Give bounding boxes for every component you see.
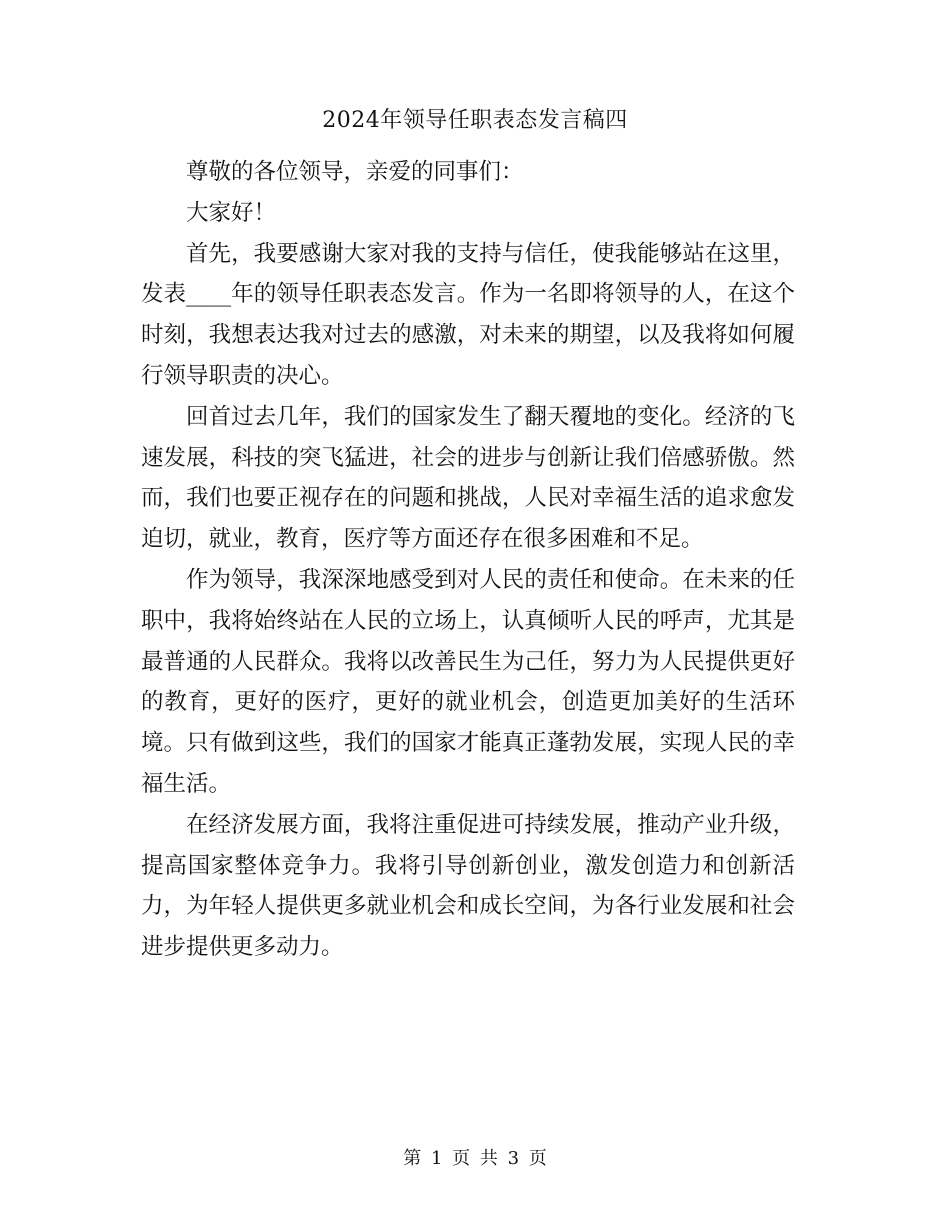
greeting-paragraph: 大家好！: [186, 199, 277, 226]
document-title: 2024年领导任职表态发言稿四: [322, 108, 628, 133]
document-body: [141, 152, 795, 968]
body-paragraph: 回首过去几年，我们的国家发生了翻天覆地的变化。经济的飞速发展，科技的突飞猛进，社会的进步与创新让我们倍感骄傲。然而，我们也要正视存在的问题和挑战，人民对幸福生活的追求愈发迫切，就业，教育，医疗等方面还存在很多困难和不足。: [141, 403, 795, 553]
body-paragraph: 首先，我要感谢大家对我的支持与信任，使我能够站在这里，发表____年的领导任职表态发言。作为一名即将领导的人，在这个时刻，我想表达我对过去的感激，对未来的期望，以及我将如何履行领导职责的决心。: [141, 240, 795, 389]
body-paragraph: 作为领导，我深深地感受到对人民的责任和使命。在未来的任职中，我将始终站在人民的立场上，认真倾听人民的呼声，尤其是最普通的人民群众。我将以改善民生为己任，努力为人民提供更好的教育，更好的医疗，更好的就业机会，创造更加美好的生活环境。只有做到这些，我们的国家才能真正蓬勃发展，实现人民的幸福生活。: [141, 566, 795, 797]
salutation-paragraph: 尊敬的各位领导，亲爱的同事们：: [186, 159, 524, 185]
page-number-footer: 第 1 页 共 3 页: [403, 1148, 547, 1169]
body-paragraph: 在经济发展方面，我将注重促进可持续发展，推动产业升级，提高国家整体竞争力。我将引导创新创业，激发创造力和创新活力，为年轻人提供更多就业机会和成长空间，为各行业发展和社会进步提供更多动力。: [141, 811, 795, 961]
